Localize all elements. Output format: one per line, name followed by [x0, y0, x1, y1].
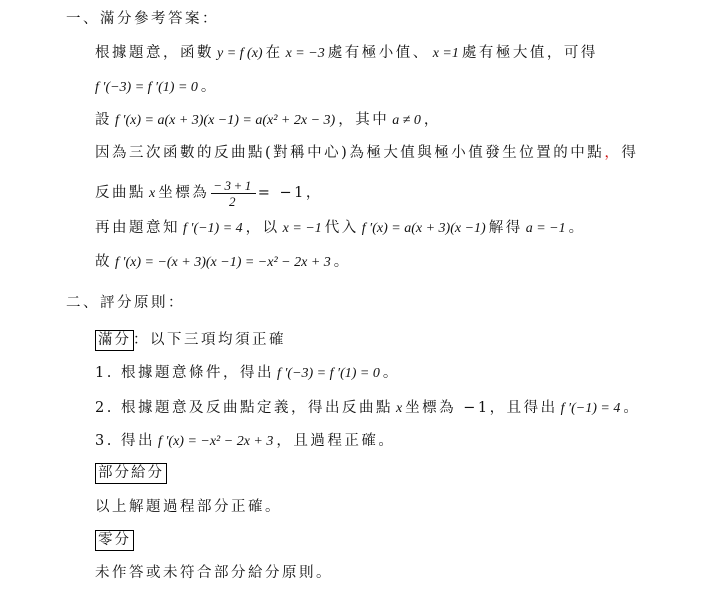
text: 設	[95, 112, 112, 128]
text: 解得	[488, 220, 523, 236]
criteria-item-3	[95, 431, 395, 452]
math: f ′(−3) = f ′(1) = 0	[276, 366, 380, 381]
zero-score-text: 未作答或未符合部分給分原則。	[95, 565, 333, 581]
answer-line-4	[95, 143, 638, 163]
math: x =1	[432, 46, 459, 61]
partial-score-text: 以上解題過程部分正確。	[95, 499, 282, 515]
text: 再由題意知	[95, 220, 180, 236]
fraction-denominator: 2	[228, 193, 238, 209]
math: x	[149, 186, 156, 201]
partial-score-box: 部分給分	[95, 463, 167, 484]
text: 1. 根據題意條件，得出	[95, 365, 274, 381]
text: 。	[623, 400, 641, 416]
section1-heading: 一、滿分參考答案：	[66, 11, 219, 27]
math: y = f (x)	[217, 46, 263, 61]
text: 坐標為	[158, 185, 210, 201]
text: 反曲點	[95, 185, 146, 201]
text: 處有極小值、	[327, 45, 430, 61]
math: f ′(x) = −(x + 3)(x −1) = −x² − 2x + 3	[115, 255, 331, 270]
text: 處有極大值，可得	[461, 45, 598, 61]
text: 。	[333, 254, 351, 270]
fraction-numerator: −3+1	[213, 177, 254, 193]
math: f ′(−1) = 4	[560, 401, 621, 416]
answer-line-6	[95, 218, 586, 239]
text: ，其中	[338, 112, 390, 128]
text: 代入	[324, 220, 359, 236]
text: 坐標為 −1，且得出	[405, 400, 558, 416]
answer-line-2	[95, 77, 218, 98]
answer-line-7	[95, 252, 351, 273]
text: = −1，	[257, 185, 323, 201]
math: x	[395, 401, 403, 416]
math: f ′(x) = −x² − 2x + 3	[157, 434, 274, 449]
criteria-item-2	[95, 398, 640, 419]
zero-score-box: 零分	[95, 530, 134, 551]
text: ，	[423, 112, 441, 128]
math: a = −1	[525, 221, 566, 236]
text: 得	[621, 145, 639, 161]
text: 因為三次函數的反曲點(對稱中心)為極大值與極小值發生位置的中點	[95, 145, 605, 161]
full-score-box: 滿分	[95, 330, 134, 351]
fraction	[211, 178, 256, 209]
answer-line-3	[95, 110, 441, 131]
math: f ′(−1) = 4	[183, 221, 243, 236]
text: 。	[568, 220, 586, 236]
text: 。	[200, 79, 218, 95]
math: f ′(x) = a(x + 3)(x −1)	[361, 221, 486, 236]
text: 在	[265, 45, 283, 61]
text: 。	[382, 365, 400, 381]
full-score-text: ：以下三項均須正確	[133, 332, 286, 348]
text: ，且過程正確。	[276, 433, 396, 449]
answer-line-1	[95, 43, 598, 64]
math: f ′(−3) = f ′(1) = 0	[95, 80, 198, 95]
text: 故	[95, 254, 112, 270]
red-comma: ，	[604, 145, 622, 161]
math: f ′(x) = a(x + 3)(x −1) = a(x² + 2x − 3)	[115, 113, 336, 128]
text: 根據題意，函數	[95, 45, 214, 61]
criteria-item-1	[95, 363, 400, 384]
text: 2. 根據題意及反曲點定義，得出反曲點	[95, 400, 393, 416]
section2-heading: 二、評分原則：	[66, 295, 185, 311]
math: a ≠ 0	[392, 113, 421, 128]
text: 3. 得出	[95, 433, 155, 449]
math: x = −3	[285, 46, 325, 61]
text: ，以	[245, 220, 280, 236]
answer-line-5	[95, 176, 323, 211]
math: x = −1	[282, 221, 322, 236]
